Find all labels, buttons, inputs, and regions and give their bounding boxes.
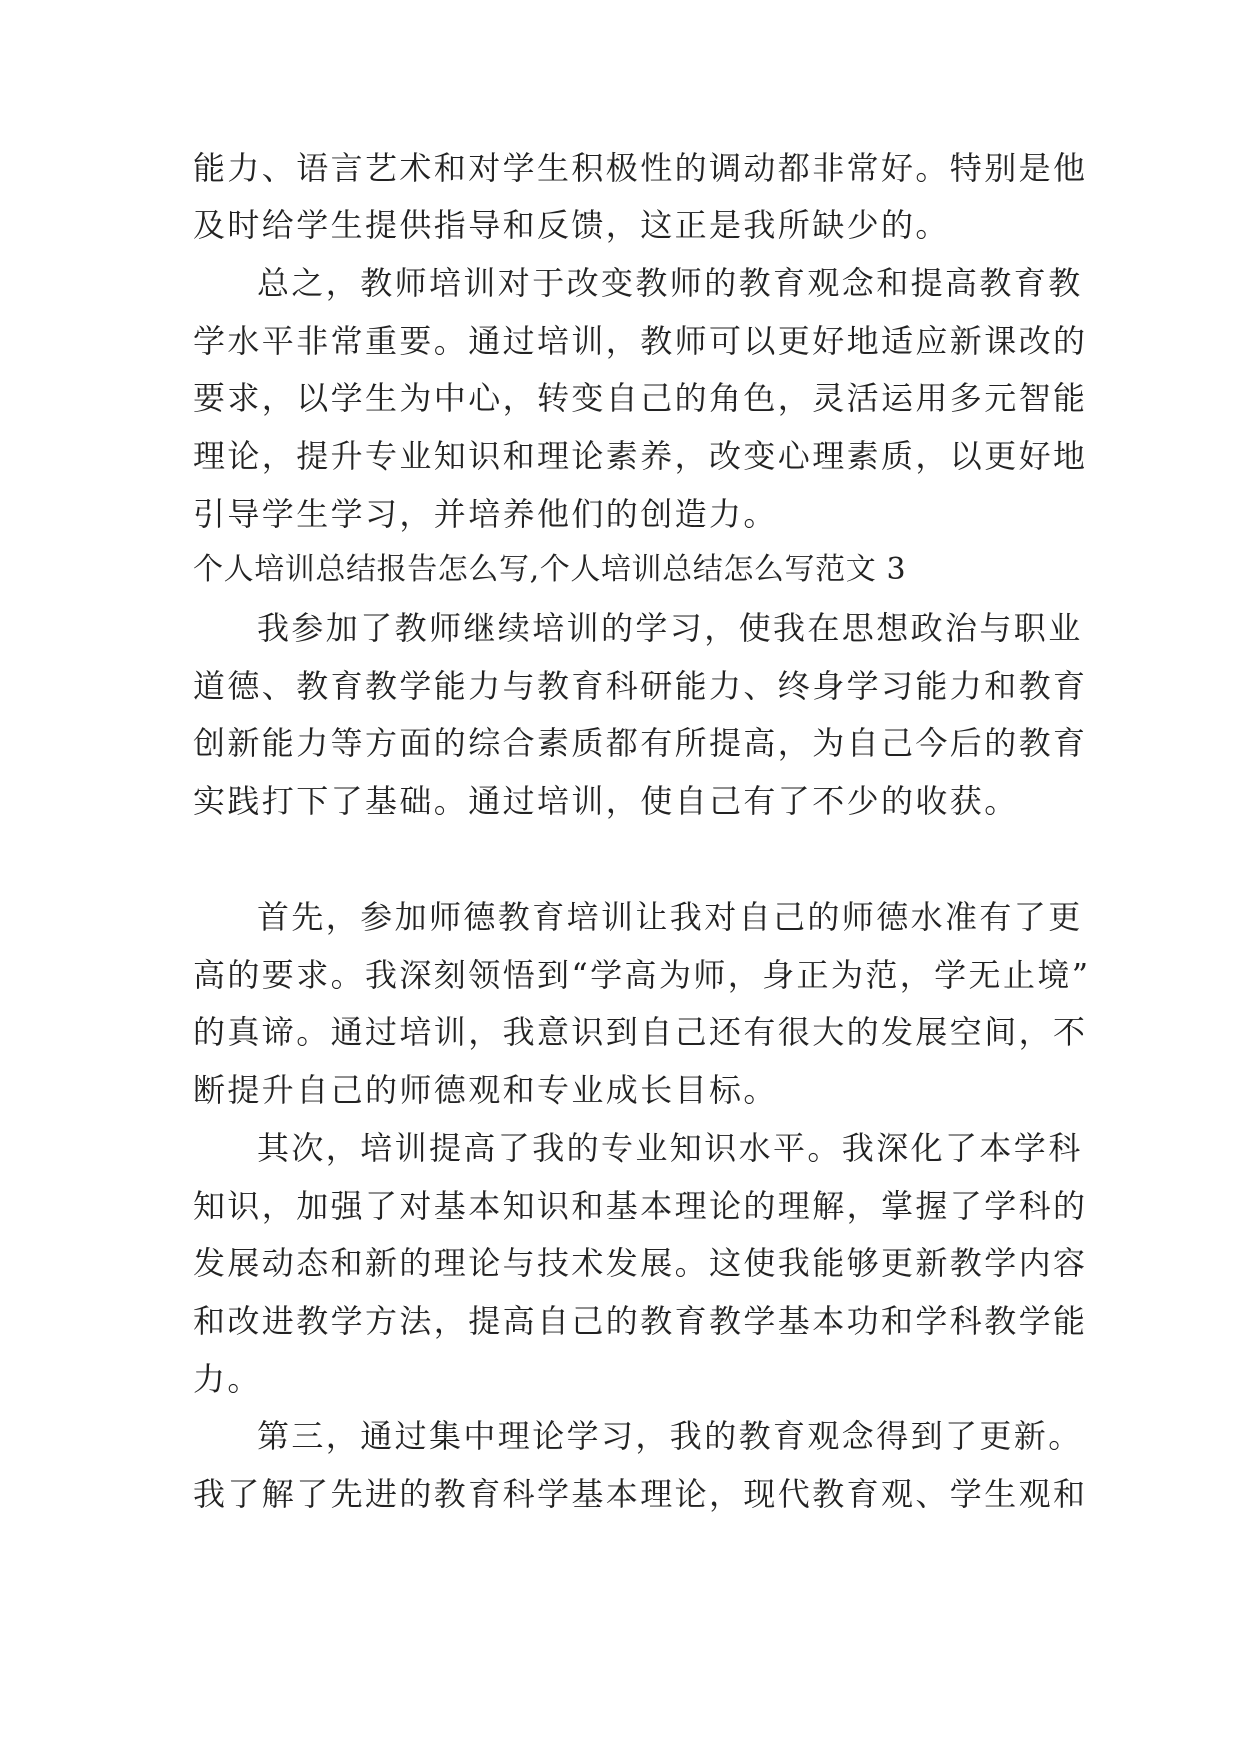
paragraph-line: 创新能力等方面的综合素质都有所提高，为自己今后的教育 [193,724,1088,762]
paragraph-line: 高的要求。我深刻领悟到“学高为师，身正为范，学无止境” [193,956,1091,994]
paragraph-line: 断提升自己的师德观和专业成长目标。 [193,1071,778,1109]
paragraph-line: 发展动态和新的理论与技术发展。这使我能够更新教学内容 [193,1244,1088,1282]
paragraph-line: 和改进教学方法，提高自己的教育教学基本功和学科教学能 [193,1302,1088,1340]
paragraph-first-line: 其次，培训提高了我的专业知识水平。我深化了本学科 [257,1129,1083,1167]
paragraph-line: 道德、教育教学能力与教育科研能力、终身学习能力和教育 [193,667,1088,705]
section-heading: 个人培训总结报告怎么写,个人培训总结怎么写范文 3 [193,552,907,587]
paragraph-line: 我了解了先进的教育科学基本理论，现代教育观、学生观和 [193,1475,1088,1513]
paragraph-first-line: 总之，教师培训对于改变教师的教育观念和提高教育教 [257,264,1083,302]
paragraph-line: 实践打下了基础。通过培训，使自己有了不少的收获。 [193,782,1019,820]
paragraph-line: 的真谛。通过培训，我意识到自己还有很大的发展空间，不 [193,1013,1088,1051]
paragraph-line: 及时给学生提供指导和反馈，这正是我所缺少的。 [193,206,950,244]
paragraph-line: 引导学生学习，并培养他们的创造力。 [193,495,778,533]
paragraph-line: 要求，以学生为中心，转变自己的角色，灵活运用多元智能 [193,379,1088,417]
paragraph-line: 知识，加强了对基本知识和基本理论的理解，掌握了学科的 [193,1187,1088,1225]
paragraph-line: 能力、语言艺术和对学生积极性的调动都非常好。特别是他 [193,149,1088,187]
paragraph-line: 理论，提升专业知识和理论素养，改变心理素质，以更好地 [193,437,1088,475]
paragraph-first-line: 首先，参加师德教育培训让我对自己的师德水准有了更 [257,898,1083,936]
paragraph-line: 力。 [193,1360,262,1398]
paragraph-line: 学水平非常重要。通过培训，教师可以更好地适应新课改的 [193,322,1088,360]
paragraph-first-line: 我参加了教师继续培训的学习，使我在思想政治与职业 [257,609,1083,647]
paragraph-first-line: 第三，通过集中理论学习，我的教育观念得到了更新。 [257,1417,1083,1455]
